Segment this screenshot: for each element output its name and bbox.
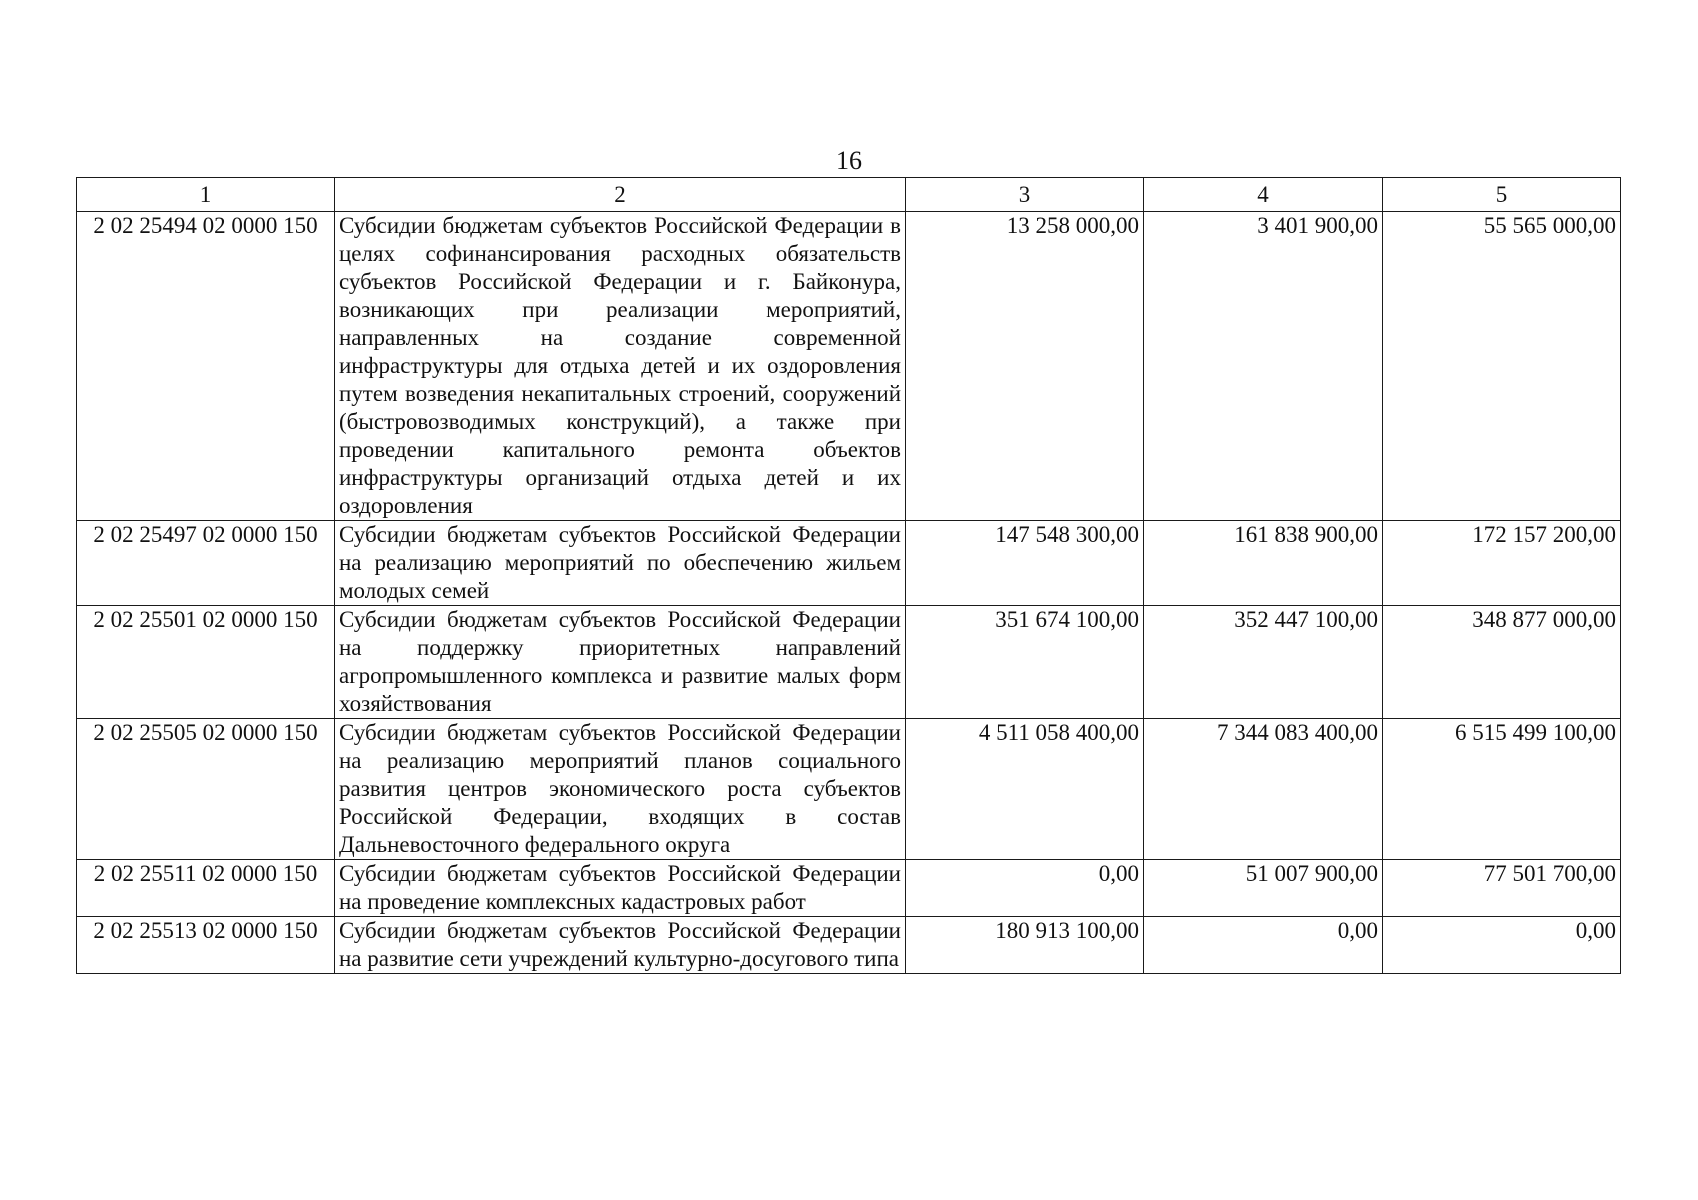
amount-col3: 13 258 000,00	[906, 212, 1144, 521]
budget-code: 2 02 25501 02 0000 150	[77, 606, 335, 719]
table-row	[77, 860, 1621, 917]
amount-col4: 0,00	[1144, 917, 1383, 974]
column-header-5: 5	[1383, 178, 1621, 212]
amount-col3: 147 548 300,00	[906, 521, 1144, 606]
subsidy-description: Субсидии бюджетам субъектов Российской Федерации на реализацию мероприятий по обеспечению жильем молодых семей	[335, 521, 906, 606]
amount-col3: 0,00	[906, 860, 1144, 917]
budget-table	[76, 177, 1621, 974]
amount-col3: 180 913 100,00	[906, 917, 1144, 974]
amount-col4: 3 401 900,00	[1144, 212, 1383, 521]
subsidy-description: Субсидии бюджетам субъектов Российской Федерации в целях софинансирования расходных обязательств субъектов Российской Федерации и г. Байконура, возникающих при реализации мероприятий, направленных на создание современной инфраструктуры для отдыха детей и их оздоровления путем возведения некапитальных строений, сооружений (быстровозводимых конструкций), а также при проведении капитального ремонта объектов инфраструктуры организаций отдыха детей и их оздоровления	[335, 212, 906, 521]
amount-col5: 77 501 700,00	[1383, 860, 1621, 917]
table-row	[77, 719, 1621, 860]
amount-col5: 172 157 200,00	[1383, 521, 1621, 606]
subsidy-description: Субсидии бюджетам субъектов Российской Федерации на развитие сети учреждений культурно-досугового типа	[335, 917, 906, 974]
table-row	[77, 212, 1621, 521]
table-row	[77, 917, 1621, 974]
subsidy-description: Субсидии бюджетам субъектов Российской Федерации на проведение комплексных кадастровых работ	[335, 860, 906, 917]
budget-code: 2 02 25505 02 0000 150	[77, 719, 335, 860]
amount-col5: 6 515 499 100,00	[1383, 719, 1621, 860]
amount-col5: 55 565 000,00	[1383, 212, 1621, 521]
amount-col3: 351 674 100,00	[906, 606, 1144, 719]
page-number: 16	[836, 146, 862, 175]
table-header-row	[77, 178, 1621, 212]
amount-col4: 7 344 083 400,00	[1144, 719, 1383, 860]
budget-code: 2 02 25513 02 0000 150	[77, 917, 335, 974]
column-header-3: 3	[906, 178, 1144, 212]
table-row	[77, 521, 1621, 606]
subsidy-description: Субсидии бюджетам субъектов Российской Федерации на реализацию мероприятий планов социального развития центров экономического роста субъектов Российской Федерации, входящих в состав Дальневосточного федерального округа	[335, 719, 906, 860]
table-row	[77, 606, 1621, 719]
amount-col5: 348 877 000,00	[1383, 606, 1621, 719]
amount-col4: 161 838 900,00	[1144, 521, 1383, 606]
column-header-4: 4	[1144, 178, 1383, 212]
column-header-1: 1	[77, 178, 335, 212]
amount-col5: 0,00	[1383, 917, 1621, 974]
amount-col3: 4 511 058 400,00	[906, 719, 1144, 860]
amount-col4: 51 007 900,00	[1144, 860, 1383, 917]
subsidy-description: Субсидии бюджетам субъектов Российской Федерации на поддержку приоритетных направлений агропромышленного комплекса и развитие малых форм хозяйствования	[335, 606, 906, 719]
budget-code: 2 02 25494 02 0000 150	[77, 212, 335, 521]
amount-col4: 352 447 100,00	[1144, 606, 1383, 719]
budget-code: 2 02 25511 02 0000 150	[77, 860, 335, 917]
column-header-2: 2	[335, 178, 906, 212]
budget-code: 2 02 25497 02 0000 150	[77, 521, 335, 606]
